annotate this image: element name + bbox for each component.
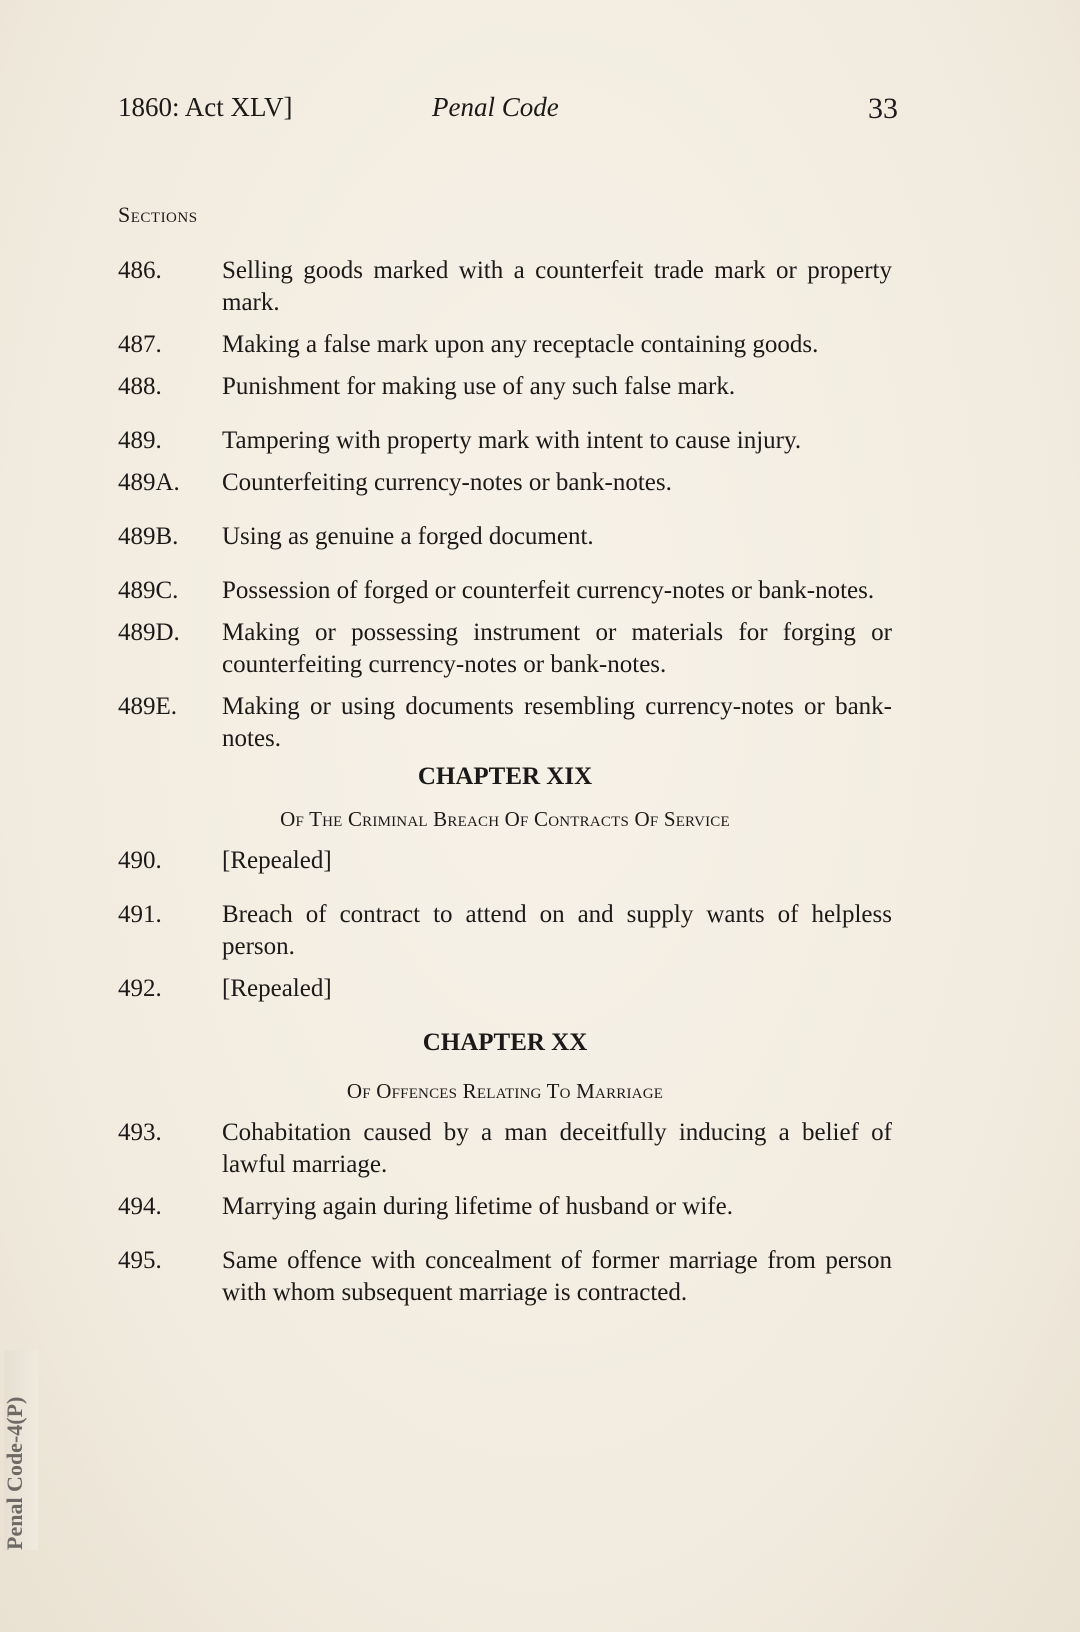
- section-number: 495.: [118, 1247, 162, 1274]
- section-title: Counterfeiting currency-notes or bank-notes.: [222, 469, 672, 496]
- section-number: 489B.: [118, 523, 179, 550]
- section-entry-489: [118, 425, 892, 457]
- section-entry-489b: [118, 521, 892, 553]
- section-title: Breach of contract to attend on and supply wants of helpless person.: [222, 901, 892, 960]
- section-number: 488.: [118, 373, 162, 400]
- section-entry-490: [118, 845, 892, 877]
- section-entry-489a: [118, 467, 892, 499]
- section-number: 486.: [118, 257, 162, 284]
- section-list: [118, 255, 892, 1309]
- section-title: [Repealed]: [222, 847, 332, 874]
- section-title: Punishment for making use of any such false mark.: [222, 373, 736, 400]
- section-entry-492: [118, 973, 892, 1005]
- header-act-reference: 1860: Act XLV]: [118, 92, 293, 122]
- chapter-subtitle-xx: Of Offences Relating To Marriage: [346, 1079, 664, 1103]
- section-entry-487: [118, 329, 892, 361]
- section-entry-495: [118, 1245, 892, 1309]
- section-number: 489A.: [118, 469, 180, 496]
- section-entry-491: [118, 899, 892, 963]
- section-title: Using as genuine a forged document.: [222, 523, 594, 550]
- section-number: 487.: [118, 331, 162, 358]
- page-number: 33: [868, 92, 898, 125]
- chapter-subtitle-xix: Of The Criminal Breach Of Contracts Of Service: [280, 807, 730, 831]
- section-entry-494: [118, 1191, 892, 1223]
- section-entry-486: [118, 255, 892, 319]
- running-header: [118, 92, 898, 132]
- section-number: 490.: [118, 847, 162, 874]
- section-title: [Repealed]: [222, 975, 332, 1002]
- section-number: 493.: [118, 1119, 162, 1146]
- section-title: Making or possessing instrument or materials for forging or counterfeiting currency-notes or bank-notes.: [222, 619, 892, 678]
- section-number: 489E.: [118, 693, 178, 720]
- section-number: 491.: [118, 901, 162, 928]
- section-title: Selling goods marked with a counterfeit trade mark or property mark.: [222, 257, 892, 316]
- section-entry-493: [118, 1117, 892, 1181]
- sections-label: Sections: [118, 202, 198, 227]
- section-number: 492.: [118, 975, 162, 1002]
- section-title: Cohabitation caused by a man deceitfully inducing a belief of lawful marriage.: [222, 1119, 892, 1178]
- section-entry-488: [118, 371, 892, 403]
- spine-label: Penal Code-4(P): [2, 1396, 27, 1550]
- chapter-heading-xix: CHAPTER XIX: [417, 763, 593, 790]
- section-number: 494.: [118, 1193, 162, 1220]
- section-title: Tampering with property mark with intent to cause injury.: [222, 427, 802, 454]
- section-entry-489d: [118, 617, 892, 681]
- section-entry-489c: [118, 575, 892, 607]
- section-title: Same offence with concealment of former marriage from person with whom subsequent marriage is contracted.: [222, 1247, 892, 1306]
- section-title: Possession of forged or counterfeit currency-notes or bank-notes.: [222, 577, 875, 604]
- section-entry-489e: [118, 691, 892, 755]
- section-title: Making or using documents resembling currency-notes or bank-notes.: [222, 693, 892, 752]
- section-title: Marrying again during lifetime of husband or wife.: [222, 1193, 733, 1220]
- header-title: Penal Code: [432, 92, 559, 122]
- section-number: 489C.: [118, 577, 179, 604]
- section-number: 489.: [118, 427, 162, 454]
- chapter-heading-xx: CHAPTER XX: [422, 1029, 588, 1056]
- section-number: 489D.: [118, 619, 180, 646]
- section-title: Making a false mark upon any receptacle containing goods.: [222, 331, 819, 358]
